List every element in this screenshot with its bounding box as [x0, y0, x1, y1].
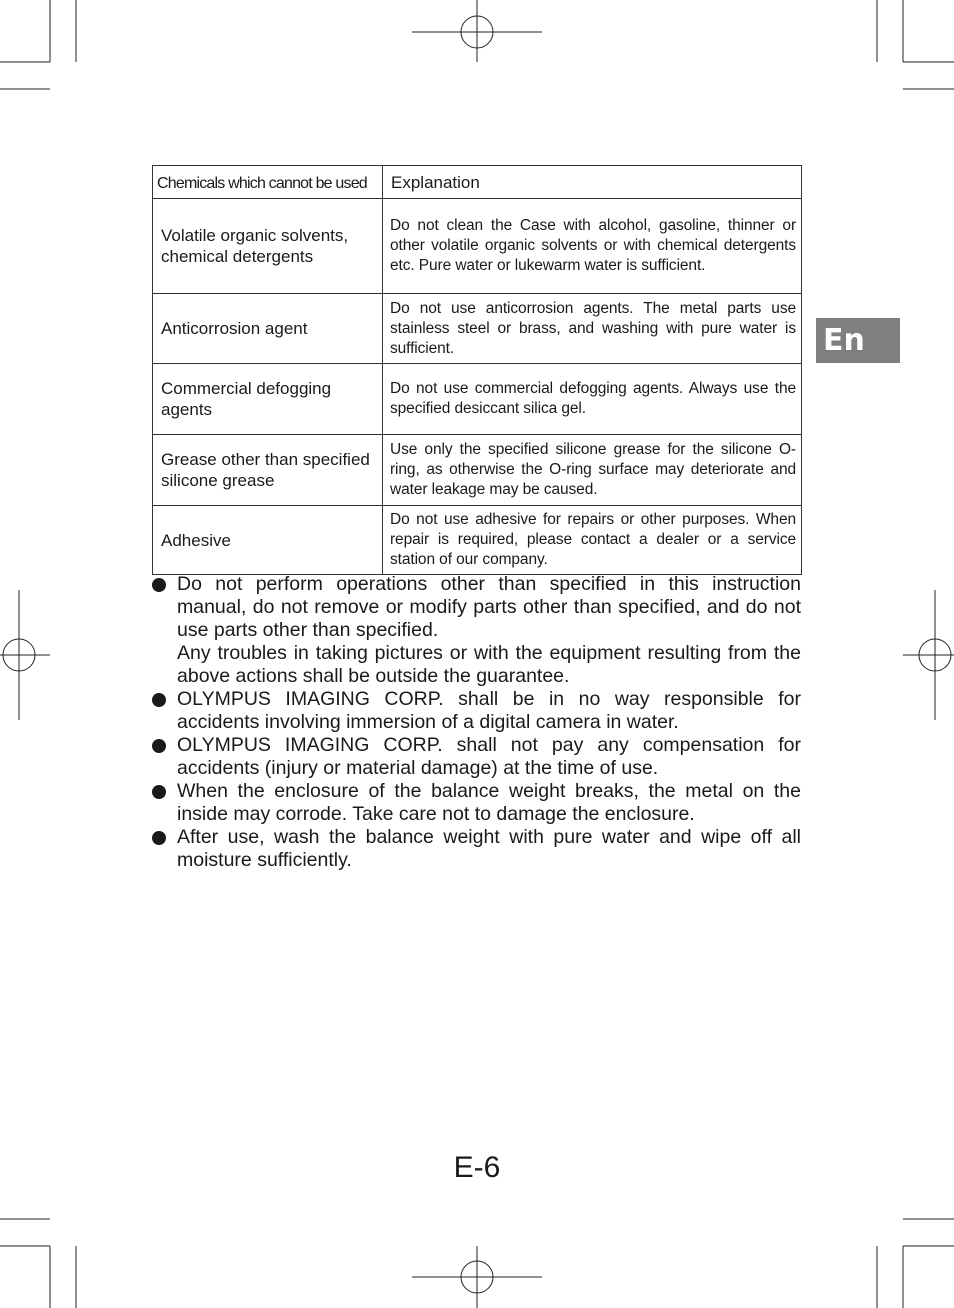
language-tab: En — [816, 318, 900, 363]
list-item — [152, 734, 801, 780]
chemical-explanation: Do not clean the Case with alcohol, gasoline, thinner or other volatile organic solvents or with chemical detergents etc. Pure water or lukewarm water is sufficient. — [383, 199, 802, 294]
chemical-explanation: Do not use commercial defogging agents. Always use the specified desiccant silica gel. — [383, 364, 802, 435]
list-item — [152, 573, 801, 688]
column-header-explanation: Explanation — [383, 166, 802, 199]
bullet-icon — [152, 785, 166, 799]
chemical-explanation: Use only the specified silicone grease for the silicone O-ring, as otherwise the O-ring surface may deteriorate and water leakage may be caused. — [383, 435, 802, 506]
note-text: OLYMPUS IMAGING CORP. shall be in no way responsible for accidents involving immersion of a digital camera in water. — [177, 688, 801, 733]
list-item — [152, 688, 801, 734]
table-header-row — [153, 166, 802, 199]
note-text: Do not perform operations other than specified in this instruction manual, do not remove or modify parts other than specified, and do not use parts other than specified. — [177, 573, 801, 641]
table-row — [153, 294, 802, 364]
table-row — [153, 435, 802, 506]
chemical-explanation: Do not use adhesive for repairs or other purposes. When repair is required, please contact a dealer or a service station of our company. — [383, 506, 802, 575]
list-item — [152, 780, 801, 826]
list-item — [152, 826, 801, 872]
table-row — [153, 506, 802, 575]
chemical-name: Anticorrosion agent — [153, 294, 383, 364]
table-row — [153, 364, 802, 435]
column-header-chemicals: Chemicals which cannot be used — [153, 166, 383, 199]
chemical-name: Volatile organic solvents, chemical detergents — [153, 199, 383, 294]
bullet-icon — [152, 831, 166, 845]
bullet-icon — [152, 693, 166, 707]
bullet-icon — [152, 739, 166, 753]
note-text: After use, wash the balance weight with pure water and wipe off all moisture sufficiently. — [177, 826, 801, 871]
chemical-name: Commercial defogging agents — [153, 364, 383, 435]
page-number: E-6 — [453, 1151, 501, 1184]
table-row — [153, 199, 802, 294]
note-text: When the enclosure of the balance weight breaks, the metal on the inside may corrode. Take care not to damage the enclosure. — [177, 780, 801, 825]
note-continuation: Any troubles in taking pictures or with the equipment resulting from the above actions shall be outside the guarantee. — [177, 642, 801, 687]
note-text: OLYMPUS IMAGING CORP. shall not pay any compensation for accidents (injury or material damage) at the time of use. — [177, 734, 801, 779]
chemical-name: Grease other than specified silicone grease — [153, 435, 383, 506]
chemical-name: Adhesive — [153, 506, 383, 575]
notes-list — [152, 573, 801, 872]
chemical-explanation: Do not use anticorrosion agents. The metal parts use stainless steel or brass, and washing with pure water is sufficient. — [383, 294, 802, 364]
chemicals-table — [152, 165, 802, 575]
bullet-icon — [152, 578, 166, 592]
